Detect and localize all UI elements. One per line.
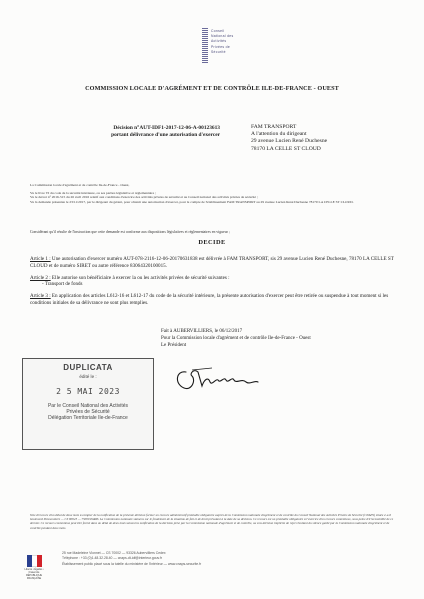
stamp-line: Par le Conseil National des Activités xyxy=(47,403,129,409)
signatory-role: Le Président xyxy=(161,342,187,348)
stamp-issuer xyxy=(23,403,153,422)
footer-phone: Téléphone : +33 (0)1.48.32.28.40 — cnaps-dt-idf@interieur.gouv.fr xyxy=(62,556,162,561)
article-1-text: Une autorisation d'exercer numéro AUT-078-2116-12-06-20170631838 est délivrée à FAM TRANSPORT, sis 29 avenue Lucien René Duchesne, 78170 LA CELLE ST CLOUD et de numéro SIRET ou autre référence 83064320100015. xyxy=(30,256,394,269)
appeal-notice: Voie d'recours d'un délai de deux mois à compter de la notification de la présente décision former un recours administratif préalable obligatoire auprès de la Commission nationale d'agrément et de contrôle du Conseil National des Activités Privées de Sécurité (CNAPS) située 2-4-6 boulevard Poissonnière — CS 80023 — 75009 PARIS. La Commission nationale statuera sur le fondement de la situation de fait et de droit prévalant à la date de sa décision. Ce recours est un préalable obligatoire à l'exercice d'un recours contentieux, sous peine d'irrecevabilité de ce dernier. Ce recours contentieux peut être formé dans un délai de deux mois suivant la notification de la décision prise par la Commission nationale d'agrément et de contrôle, ou à la décision implicite de rejet résultant du silence gardé par la Commission nationale d'agrément et de contrôle pendant deux mois. xyxy=(30,513,394,530)
flag-red-band xyxy=(37,555,42,567)
preamble-line: Vu le livre VI du code de la sécurité intérieure, ou ses parties législative et réglementaire ; xyxy=(30,190,156,195)
stamp-title: DUPLICATA xyxy=(63,363,113,372)
logo-mark xyxy=(202,28,208,68)
decision-reference xyxy=(50,125,220,139)
considering-clause: Considérant qu'il résulte de l'instruction que cette demande est conforme aux dispositions législatives et réglementaires en vigueur ; xyxy=(30,230,230,234)
article-2-activity: - Transport de fonds xyxy=(42,282,83,287)
article-3 xyxy=(30,293,400,307)
preamble-line: La Commission locale d'agrément et de contrôle Ile-de-France - Ouest, xyxy=(30,183,130,187)
stamp-line: Délégation Territoriale Ile-de-France xyxy=(48,415,128,422)
stamp-issued-label: édité le : xyxy=(79,374,97,379)
cnaps-logo xyxy=(202,28,262,68)
footer-establishment: Établissement public placé sous la tutelle du ministère de l'Intérieur — www.cnaps-securite.fr xyxy=(62,561,202,566)
signatory-for: Pour la Commission locale d'agrément et de contrôle Ile-de-France - Ouest xyxy=(161,335,311,341)
article-1-label: Article 1 : xyxy=(30,256,51,262)
signoff-block xyxy=(161,329,311,349)
recipient-address xyxy=(251,124,327,153)
footer-address: 25 rue Madeleine Vionnet — CS 70002 — 93326 Aubervilliers Cedex xyxy=(62,551,166,555)
article-2-text: Elle autorise son bénéficiaire à exercer la ou les activités privées de sécurité suivantes : xyxy=(50,275,230,281)
recipient-street: 29 avenue Lucien René Duchesne xyxy=(251,138,328,145)
recipient-city: 78170 LA CELLE ST CLOUD xyxy=(251,145,321,152)
handwritten-signature xyxy=(172,362,262,398)
stamp-line: Privées de Sécurité xyxy=(66,409,110,416)
preamble xyxy=(30,183,395,204)
stamp-date: 2 5 MAI 2023 xyxy=(56,387,120,396)
marianne-logo xyxy=(20,548,48,580)
recipient-attention: A l'attention du dirigeant xyxy=(251,131,307,138)
decision-number: Décision n°AUT-IDF1-2017-12-06-A-00123613 xyxy=(113,125,220,131)
preamble-line: Vu le décret n° 2016-515 du 26 avril 2016 relatif aux conditions d'exercice des activités privées de sécurité et au Conseil national des activités privées de sécurité ; xyxy=(30,195,258,200)
commission-title: COMMISSION LOCALE D'AGRÉMENT ET DE CONTRÔLE ILE-DE-FRANCE - OUEST xyxy=(85,85,339,92)
footer-contact xyxy=(62,551,201,567)
duplicata-stamp xyxy=(22,358,154,450)
republic-label: Liberté • Égalité • Fraternité RÉPUBLIQUE FRANÇAISE xyxy=(24,568,44,580)
article-2-label: Article 2 : xyxy=(30,275,51,281)
recipient-name: FAM TRANSPORT xyxy=(251,124,297,130)
decide-heading: DECIDE xyxy=(198,239,226,246)
article-2 xyxy=(30,275,400,282)
article-3-label: Article 3 : xyxy=(30,293,51,299)
article-1 xyxy=(30,256,400,270)
article-3-text: En application des articles L612-16 et L612-17 du code de la sécurité intérieure, la présente autorisation d'exercer peut être retirée ou suspendue à tout moment si les conditions initiales de sa délivrance ne sont plus remplies. xyxy=(30,293,389,306)
logo-text: Conseil National des Activités Privées de Sécurité xyxy=(211,29,234,54)
preamble-line: Vu la demande présentée le 23/11/2017, par le dirigeant du gérant, pour obtenir une autorisation d'exercer, pour le compte de l'établissement FAM TRANSPORT au 29 avenue Lucien René Duchesne 78170 LA CELLE ST CLOUD. xyxy=(30,199,354,204)
place-date: Fait à AUBERVILLIERS, le 06/12/2017 xyxy=(161,329,243,334)
decision-subject: portant délivrance d'une autorisation d'exercer xyxy=(111,132,220,138)
